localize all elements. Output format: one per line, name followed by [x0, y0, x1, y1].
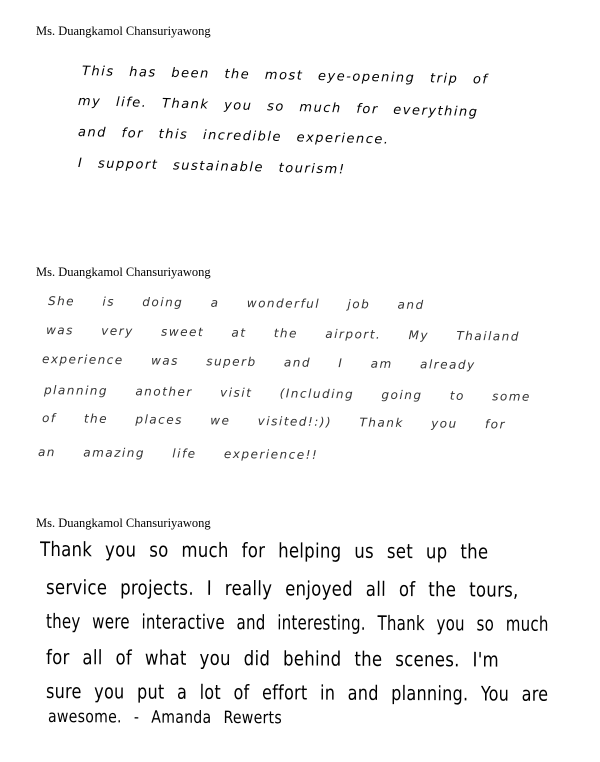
testimonial-1 [0, 0, 600, 250]
testimonial-2 [0, 250, 600, 505]
handwritten-line: sure you put a lot of effort in and planning. You are [45, 679, 549, 706]
handwritten-line: of the places we visited!:)) Thank you for [41, 411, 507, 432]
handwritten-line: an amazing life experience!! [37, 445, 319, 462]
handwritten-line: for all of what you did behind the scenes. I'm [45, 645, 500, 672]
handwritten-line: awesome. - Amanda Rewerts [47, 707, 283, 729]
handwritten-line: experience was superb and I am already [41, 352, 476, 373]
recipient-name: Ms. Duangkamol Chansuriyawong [36, 516, 211, 530]
handwritten-line: This has been the most eye-opening trip of [81, 64, 489, 88]
handwritten-line: Thank you so much for helping us set up the [39, 537, 489, 564]
handwritten-line: my life. Thank you so much for everything [77, 94, 479, 121]
recipient-name: Ms. Duangkamol Chansuriyawong [36, 265, 211, 279]
handwritten-line: I support sustainable tourism! [77, 156, 346, 178]
handwritten-line: was very sweet at the airport. My Thailand [45, 323, 521, 344]
handwritten-line: planning another visit (Including going to some [43, 383, 531, 404]
handwritten-line: service projects. I really enjoyed all of the tours, [45, 575, 519, 602]
handwritten-line: they were interactive and interesting. Thank you so much [45, 609, 549, 636]
handwritten-line: and for this incredible experience. [77, 125, 390, 148]
handwritten-line: She is doing a wonderful job and [47, 294, 425, 312]
testimonial-3 [0, 505, 600, 762]
recipient-name: Ms. Duangkamol Chansuriyawong [36, 24, 211, 38]
